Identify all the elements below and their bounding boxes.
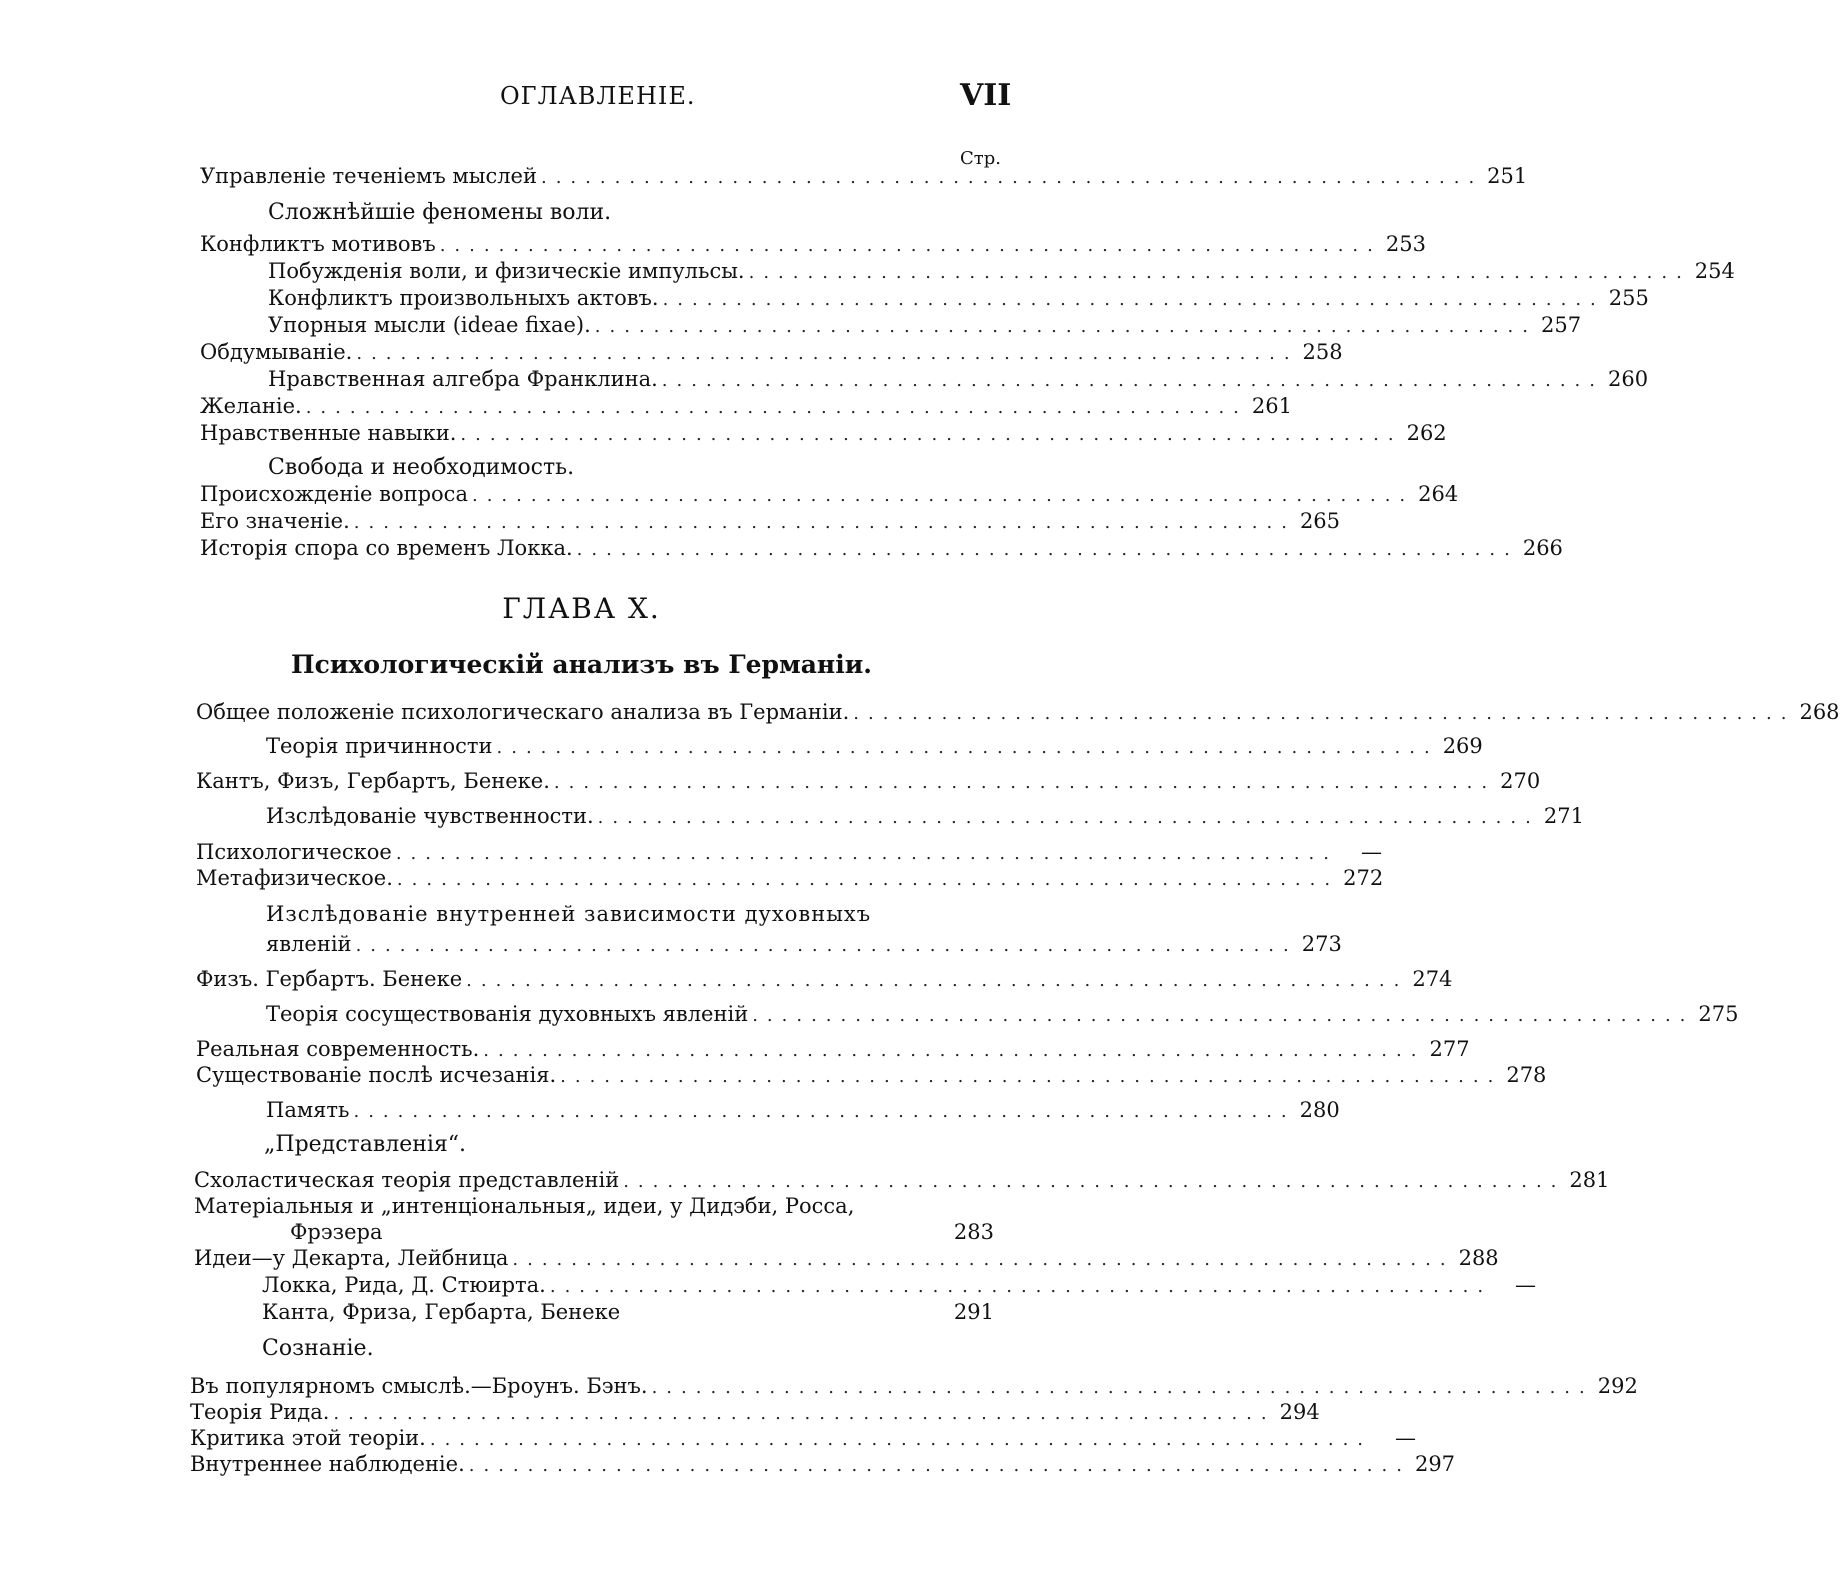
- leader-dots: ................................................................: [355, 935, 1298, 956]
- toc-entry-label: Идеи—у Декарта, Лейбница: [194, 1246, 509, 1270]
- toc-entry-label: Теорія причинности: [266, 734, 493, 758]
- toc-entry-page: 253: [1385, 232, 1426, 256]
- leader-dots: ................................................................: [483, 1040, 1426, 1061]
- leader-dots: ................................................................: [576, 539, 1519, 560]
- leader-dots: ................................................................: [597, 807, 1540, 828]
- leader-dots: ................................................................: [748, 262, 1691, 283]
- toc-entry-page: 297: [1414, 1452, 1456, 1476]
- toc-entry-label: Изслѣдованіе чувственности.: [266, 804, 594, 828]
- toc-entry-page: 264: [1418, 482, 1459, 506]
- leader-dots: ................................................................: [353, 512, 1296, 533]
- toc-entry-label: Упорныя мысли (ideae fixae).: [268, 313, 591, 337]
- toc-entry: [196, 1063, 1547, 1089]
- leader-dots: ................................................................: [395, 843, 1338, 864]
- toc-entry-label: Фрэзера: [290, 1220, 383, 1244]
- toc-entry-page: 281: [1569, 1168, 1610, 1192]
- toc-entry: [196, 866, 1384, 892]
- running-title: ОГЛАВЛЕНІЕ.: [500, 82, 696, 110]
- toc-entry-label: Кантъ, Физъ, Гербартъ, Бенеке.: [196, 769, 550, 793]
- toc-entry: [194, 1168, 1610, 1194]
- toc-entry: [266, 932, 1342, 958]
- toc-entry: [268, 259, 1735, 285]
- toc-entry: [262, 1273, 1537, 1299]
- toc-entry-page: 257: [1540, 313, 1582, 337]
- leader-dots: ................................................................: [662, 289, 1605, 310]
- toc-entry-page: 265: [1299, 509, 1341, 533]
- toc-entry-page: 278: [1506, 1063, 1547, 1087]
- toc-entry-page: 294: [1279, 1400, 1320, 1424]
- toc-entry-page: 254: [1694, 259, 1735, 283]
- toc-entry: [190, 1374, 1638, 1400]
- leader-dots: ................................................................: [661, 370, 1604, 391]
- toc-entry: [268, 286, 1649, 312]
- toc-entry-page: 270: [1500, 769, 1541, 793]
- toc-entry-label: Конфликтъ мотивовъ: [200, 232, 436, 256]
- toc-entry: [268, 313, 1582, 339]
- toc-entry-page: 268: [1799, 700, 1840, 724]
- toc-entry: [200, 421, 1447, 447]
- toc-entry-label: Схоластическая теорія представленій: [194, 1168, 620, 1192]
- toc-entry: [200, 509, 1341, 535]
- leader-dots: ................................................................: [439, 235, 1382, 256]
- toc-entry-label: Реальная современность.: [196, 1037, 480, 1061]
- toc-entry: [196, 700, 1840, 726]
- toc-entry-label: Общее положеніе психологическаго анализа въ Германіи.: [196, 700, 850, 724]
- leader-dots: ................................................................: [466, 970, 1409, 991]
- leader-dots: ................................................................: [651, 1377, 1594, 1398]
- toc-entry: [266, 1002, 1739, 1028]
- toc-entry-label: Память: [266, 1098, 350, 1122]
- toc-entry-label: Матеріальныя и „интенціональныя„ идеи, у Дидэби, Росса,: [194, 1194, 855, 1218]
- toc-entry: [290, 1220, 994, 1246]
- toc-entry-page: 258: [1302, 340, 1343, 364]
- leader-dots: ................................................................: [333, 1403, 1276, 1424]
- toc-entry-label: Въ популярномъ смыслѣ.—Броунъ. Бэнъ.: [190, 1374, 648, 1398]
- leader-dots: ................................................................: [496, 737, 1439, 758]
- toc-entry-label: Локка, Рида, Д. Стюирта.: [262, 1273, 546, 1297]
- leader-dots: ................................................................: [429, 1429, 1373, 1450]
- section-heading: Сложнѣйшіе феномены воли.: [268, 200, 612, 225]
- leader-dots: ................................................................: [752, 1005, 1695, 1026]
- toc-entry-page: 277: [1429, 1037, 1470, 1061]
- toc-entry: [262, 1300, 994, 1326]
- toc-entry-label: Его значеніе.: [200, 509, 350, 533]
- toc-entry-page: 262: [1406, 421, 1447, 445]
- toc-entry-page: 275: [1698, 1002, 1739, 1026]
- toc-entry: [200, 340, 1343, 366]
- section-heading: „Представленія“.: [264, 1132, 467, 1157]
- toc-entry: [196, 769, 1541, 795]
- toc-entry-page: 255: [1608, 286, 1649, 310]
- chapter-subtitle: Психологическій анализъ въ Германіи.: [291, 650, 872, 679]
- toc-entry-page: 261: [1251, 394, 1292, 418]
- toc-entry-page: —: [1515, 1273, 1537, 1297]
- toc-entry-page: 269: [1442, 734, 1483, 758]
- toc-entry-label: Изслѣдованіе внутренней зависимости духовныхъ: [266, 902, 872, 926]
- toc-entry: [200, 232, 1426, 258]
- toc-entry-page: 272: [1343, 866, 1384, 890]
- toc-entry-label: Побужденія воли, и физическіе импульсы.: [268, 259, 745, 283]
- toc-entry-label: Метафизическое.: [196, 866, 393, 890]
- toc-entry-label: Теорія Рида.: [190, 1400, 330, 1424]
- leader-dots: ................................................................: [853, 703, 1796, 724]
- leader-dots: ................................................................: [305, 397, 1248, 418]
- toc-entry: [268, 367, 1649, 393]
- toc-entry-label: Существованіе послѣ исчезанія.: [196, 1063, 557, 1087]
- toc-entry-page: 288: [1458, 1246, 1499, 1270]
- section-heading: Сознаніе.: [262, 1336, 374, 1361]
- leader-dots: ................................................................: [356, 343, 1299, 364]
- page-column-label: Стр.: [960, 148, 1001, 169]
- toc-entry: [196, 1037, 1470, 1063]
- toc-entry: [194, 1246, 1499, 1272]
- chapter-title: ГЛАВА X.: [502, 592, 661, 625]
- toc-entry-label: Психологическое: [196, 840, 392, 864]
- toc-entry-label: Теорія сосуществованія духовныхъ явленій: [266, 1002, 749, 1026]
- toc-entry-page: 271: [1543, 804, 1584, 828]
- toc-entry: [190, 1400, 1320, 1426]
- toc-entry-label: Управленіе теченіемъ мыслей: [200, 164, 537, 188]
- toc-entry-label: Внутреннее наблюденіе.: [190, 1452, 465, 1476]
- leader-dots: ................................................................: [549, 1276, 1493, 1297]
- toc-entry: [200, 482, 1459, 508]
- toc-entry-label: Происхожденіе вопроса: [200, 482, 468, 506]
- toc-entry: [200, 164, 1528, 190]
- toc-entry-label: Конфликтъ произвольныхъ актовъ.: [268, 286, 659, 310]
- section-heading: Свобода и необходимость.: [268, 455, 575, 480]
- leader-dots: ................................................................: [353, 1101, 1296, 1122]
- page-number: VII: [960, 78, 1012, 113]
- toc-entry: [266, 804, 1584, 830]
- toc-entry-page: 273: [1301, 932, 1342, 956]
- leader-dots: ................................................................: [471, 485, 1415, 506]
- toc-entry-label: явленій: [266, 932, 352, 956]
- toc-entry-page: 274: [1412, 967, 1453, 991]
- toc-entry-page: 283: [953, 1220, 994, 1244]
- leader-dots: ................................................................: [540, 167, 1484, 188]
- toc-entry-page: 251: [1487, 164, 1528, 188]
- leader-dots: ................................................................: [594, 316, 1537, 337]
- leader-dots: ................................................................: [560, 1066, 1503, 1087]
- toc-entry: [266, 1098, 1340, 1124]
- leader-dots: ................................................................: [468, 1455, 1411, 1476]
- leader-dots: ................................................................: [553, 772, 1497, 793]
- leader-dots: ................................................................: [512, 1249, 1455, 1270]
- toc-entry-page: 291: [953, 1300, 994, 1324]
- toc-entry-label: Нравственная алгебра Франклина.: [268, 367, 658, 391]
- toc-entry-page: 280: [1299, 1098, 1340, 1122]
- toc-entry: [200, 394, 1292, 420]
- toc-entry-label: Желаніе.: [200, 394, 302, 418]
- toc-entry: [190, 1452, 1456, 1478]
- toc-entry-page: 266: [1522, 536, 1563, 560]
- page-header: [0, 78, 1163, 118]
- toc-entry-label: Обдумываніе.: [200, 340, 353, 364]
- toc-entry-page: —: [1395, 1426, 1417, 1450]
- leader-dots: ................................................................: [623, 1171, 1566, 1192]
- toc-entry-label: Исторія спора со временъ Локка.: [200, 536, 573, 560]
- toc-entry: [190, 1426, 1417, 1452]
- toc-entry: [196, 840, 1382, 866]
- toc-entry: [196, 967, 1453, 993]
- toc-entry: [200, 536, 1563, 562]
- toc-entry-label: Физъ. Гербартъ. Бенеке: [196, 967, 463, 991]
- leader-dots: ................................................................: [396, 869, 1340, 890]
- toc-entry-label: Канта, Фриза, Гербарта, Бенеке: [262, 1300, 621, 1324]
- toc-entry-label: Нравственные навыки.: [200, 421, 457, 445]
- toc-entry-page: 260: [1607, 367, 1649, 391]
- toc-entry: [266, 734, 1483, 760]
- toc-entry-label: Критика этой теоріи.: [190, 1426, 426, 1450]
- leader-dots: ................................................................: [460, 424, 1403, 445]
- toc-entry-page: 292: [1597, 1374, 1638, 1398]
- toc-entry-page: —: [1361, 840, 1382, 864]
